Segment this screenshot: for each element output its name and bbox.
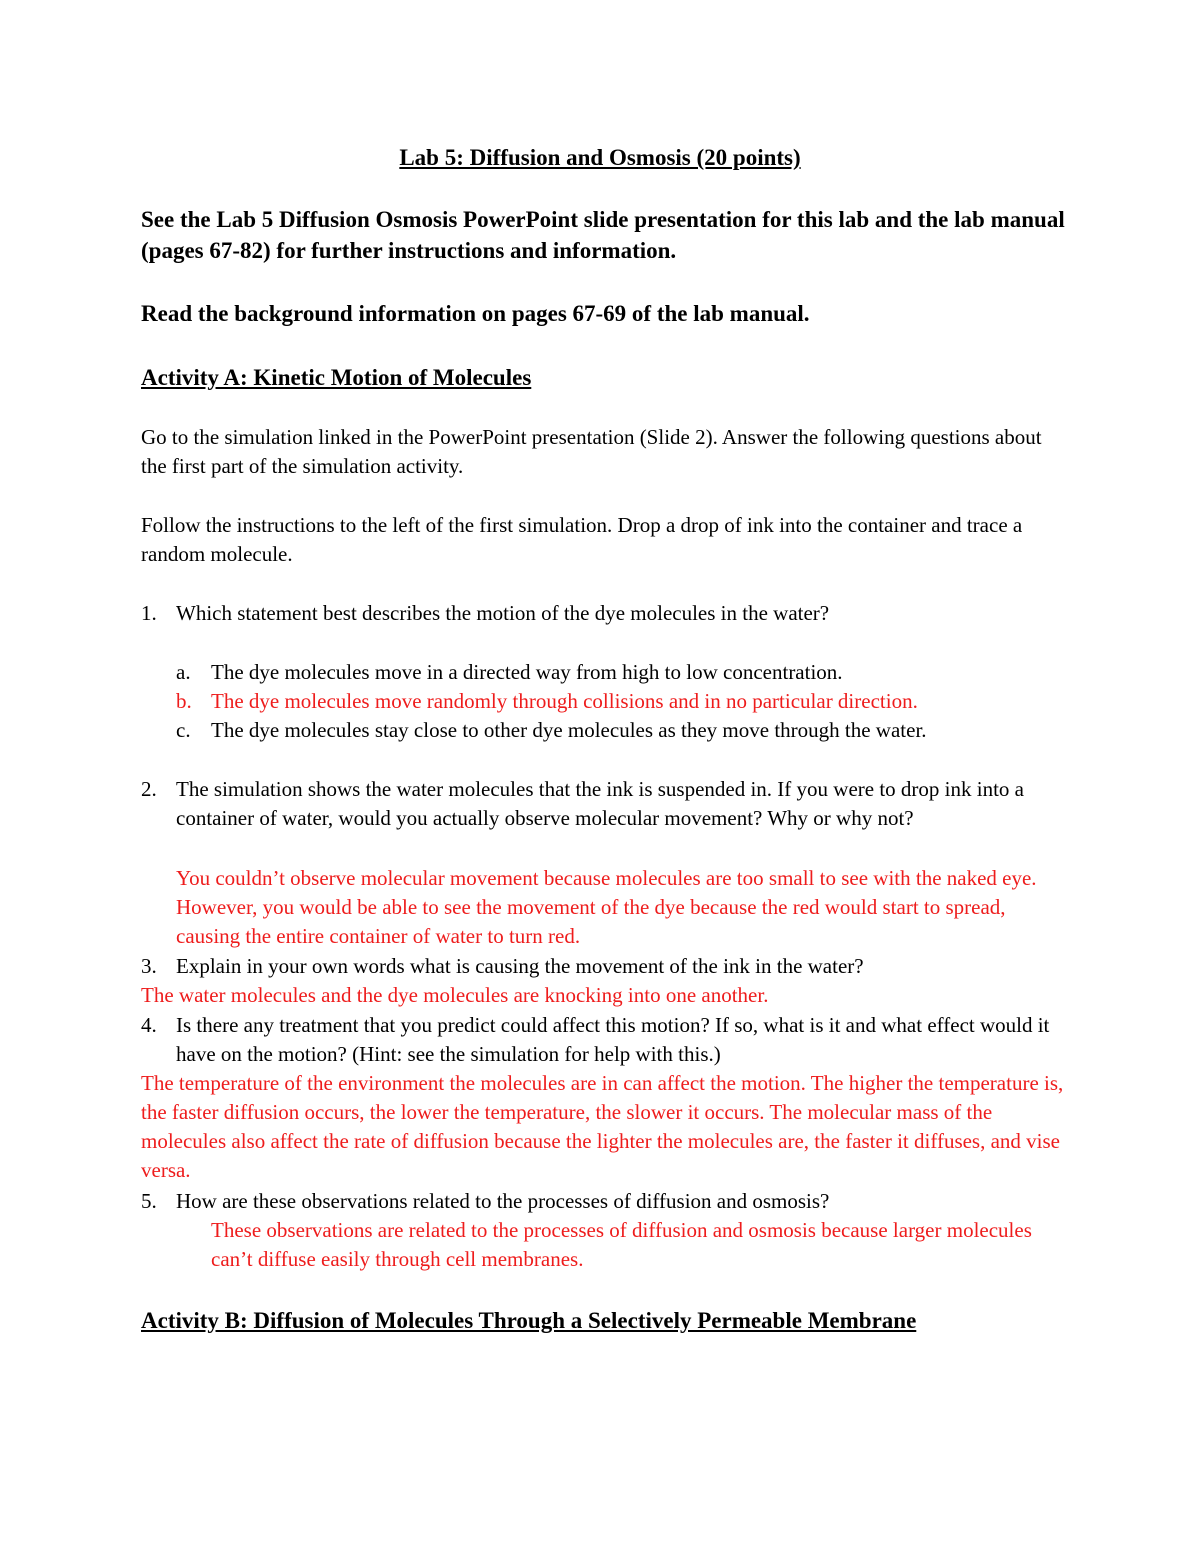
activity-a-paragraph-1: Go to the simulation linked in the PowerPoint presentation (Slide 2). Answer the following questions about the first part of the simulation activity.: [141, 425, 1042, 478]
question-number: 1.: [141, 601, 157, 625]
option-text: The dye molecules move in a directed way from high to low concentration.: [211, 660, 843, 684]
question-number: 2.: [141, 777, 157, 801]
question-number: 4.: [141, 1013, 157, 1037]
option-letter: a.: [176, 660, 191, 684]
question-1: [141, 599, 1071, 628]
question-4: [141, 1011, 1071, 1069]
page-title: Lab 5: Diffusion and Osmosis (20 points): [399, 145, 801, 170]
question-number: 5.: [141, 1189, 157, 1213]
question-text: Is there any treatment that you predict could affect this motion? If so, what is it and what effect would it have on the motion? (Hint: see the simulation for help with this.): [176, 1013, 1050, 1066]
question-text: The simulation shows the water molecules that the ink is suspended in. If you were to drop ink into a container of water, would you actually observe molecular movement? Why or why not?: [176, 777, 1024, 830]
question-text: Which statement best describes the motion of the dye molecules in the water?: [176, 601, 830, 625]
question-5: [141, 1187, 1071, 1216]
option-b-selected: [176, 687, 1071, 716]
option-letter: b.: [176, 689, 192, 713]
option-a: [176, 658, 1071, 687]
answer-3: The water molecules and the dye molecules are knocking into one another.: [141, 983, 769, 1007]
activity-a-heading: Activity A: Kinetic Motion of Molecules: [141, 365, 532, 390]
answer-5: These observations are related to the processes of diffusion and osmosis because larger molecules can’t diffuse easily through cell membranes.: [211, 1218, 1032, 1271]
activity-b-heading: Activity B: Diffusion of Molecules Through a Selectively Permeable Membrane: [141, 1308, 917, 1333]
question-number: 3.: [141, 954, 157, 978]
question-text: How are these observations related to the processes of diffusion and osmosis?: [176, 1189, 830, 1213]
intro-instructions: See the Lab 5 Diffusion Osmosis PowerPoint slide presentation for this lab and the lab manual (pages 67-82) for further instructions and information.: [141, 207, 1065, 263]
option-letter: c.: [176, 718, 191, 742]
answer-4: The temperature of the environment the molecules are in can affect the motion. The higher the temperature is, the faster diffusion occurs, the lower the temperature, the slower it occurs. The molecular mass of the molecules also affect the rate of diffusion because the lighter the molecules are, the faster it diffuses, and vise versa.: [141, 1071, 1064, 1182]
answer-2: You couldn’t observe molecular movement because molecules are too small to see with the naked eye. However, you would be able to see the movement of the dye because the red would start to spread, causing the entire container of water to turn red.: [176, 866, 1037, 948]
option-c: [176, 716, 1071, 745]
option-text: The dye molecules stay close to other dye molecules as they move through the water.: [211, 718, 927, 742]
intro-reading: Read the background information on pages 67-69 of the lab manual.: [141, 301, 810, 326]
option-text: The dye molecules move randomly through collisions and in no particular direction.: [211, 689, 918, 713]
question-text: Explain in your own words what is causing the movement of the ink in the water?: [176, 954, 864, 978]
activity-a-paragraph-2: Follow the instructions to the left of the first simulation. Drop a drop of ink into the container and trace a random molecule.: [141, 513, 1023, 566]
question-2: [141, 775, 1071, 833]
question-3: [141, 952, 1071, 981]
